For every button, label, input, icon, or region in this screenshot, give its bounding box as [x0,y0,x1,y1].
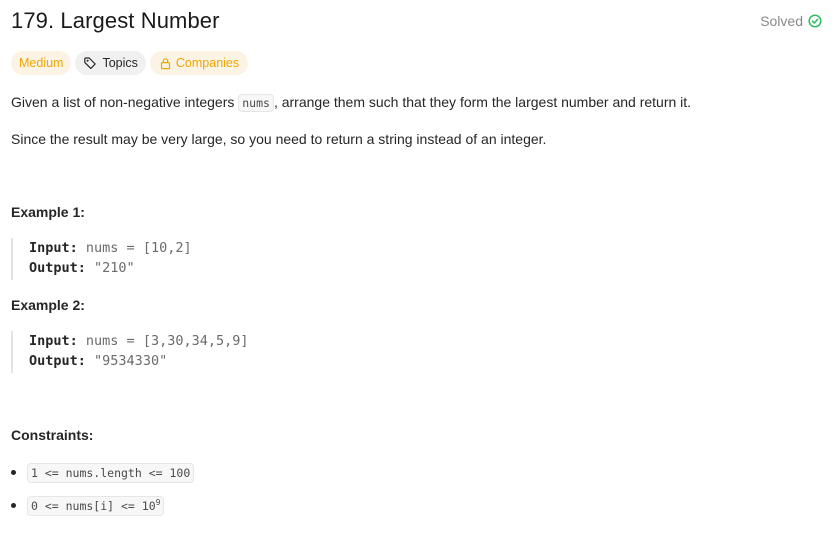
bullet-dot [11,470,16,475]
example-2-input [29,331,429,351]
bullet-dot [11,503,16,508]
difficulty-label: Medium [19,56,64,70]
topics-button[interactable] [75,51,145,75]
constraint-exponent: 9 [155,498,161,507]
constraint-item [11,495,194,517]
example-1-input [29,238,429,258]
example-2-block [11,331,429,373]
solved-status [760,13,822,29]
description-text: Given a list of non-negative integers [11,94,239,110]
input-label: Input: [29,240,78,256]
example-2-title: Example 2: [11,297,85,313]
output-label: Output: [29,260,86,276]
solved-label: Solved [760,13,803,29]
constraint-code [27,463,194,483]
companies-label: Companies [175,56,240,70]
constraints-title: Constraints: [11,427,94,443]
input-value: nums = [3,30,34,5,9] [85,333,249,349]
example-1-block [11,238,429,280]
input-label: Input: [29,333,78,349]
example-1-output [29,258,429,278]
example-1-title: Example 1: [11,204,85,220]
constraint-text: 0 <= nums[i] <= 10 [31,499,156,513]
example-2-output [29,351,429,371]
topics-label: Topics [102,56,138,70]
companies-button[interactable] [150,51,248,75]
description-paragraph-2: Since the result may be very large, so you need to return a string instead of an integer. [11,131,547,147]
output-label: Output: [29,353,86,369]
tag-icon [83,56,97,70]
output-value: "210" [94,260,135,276]
difficulty-badge[interactable] [11,51,71,75]
tag-row [11,51,248,75]
output-value: "9534330" [94,353,168,369]
lock-icon [159,57,172,70]
problem-header [11,6,822,36]
problem-title[interactable]: 179. Largest Number [11,8,220,33]
constraint-code [27,496,164,516]
inline-code-nums: nums [238,94,274,112]
check-circle-icon [808,14,822,28]
constraint-text: 1 <= nums.length <= 100 [31,466,191,480]
constraint-item [11,462,194,484]
input-value: nums = [10,2] [85,240,192,256]
description-text: , arrange them such that they form the largest number and return it. [273,94,692,110]
constraints-list [11,462,194,528]
description-paragraph-1 [11,92,823,113]
